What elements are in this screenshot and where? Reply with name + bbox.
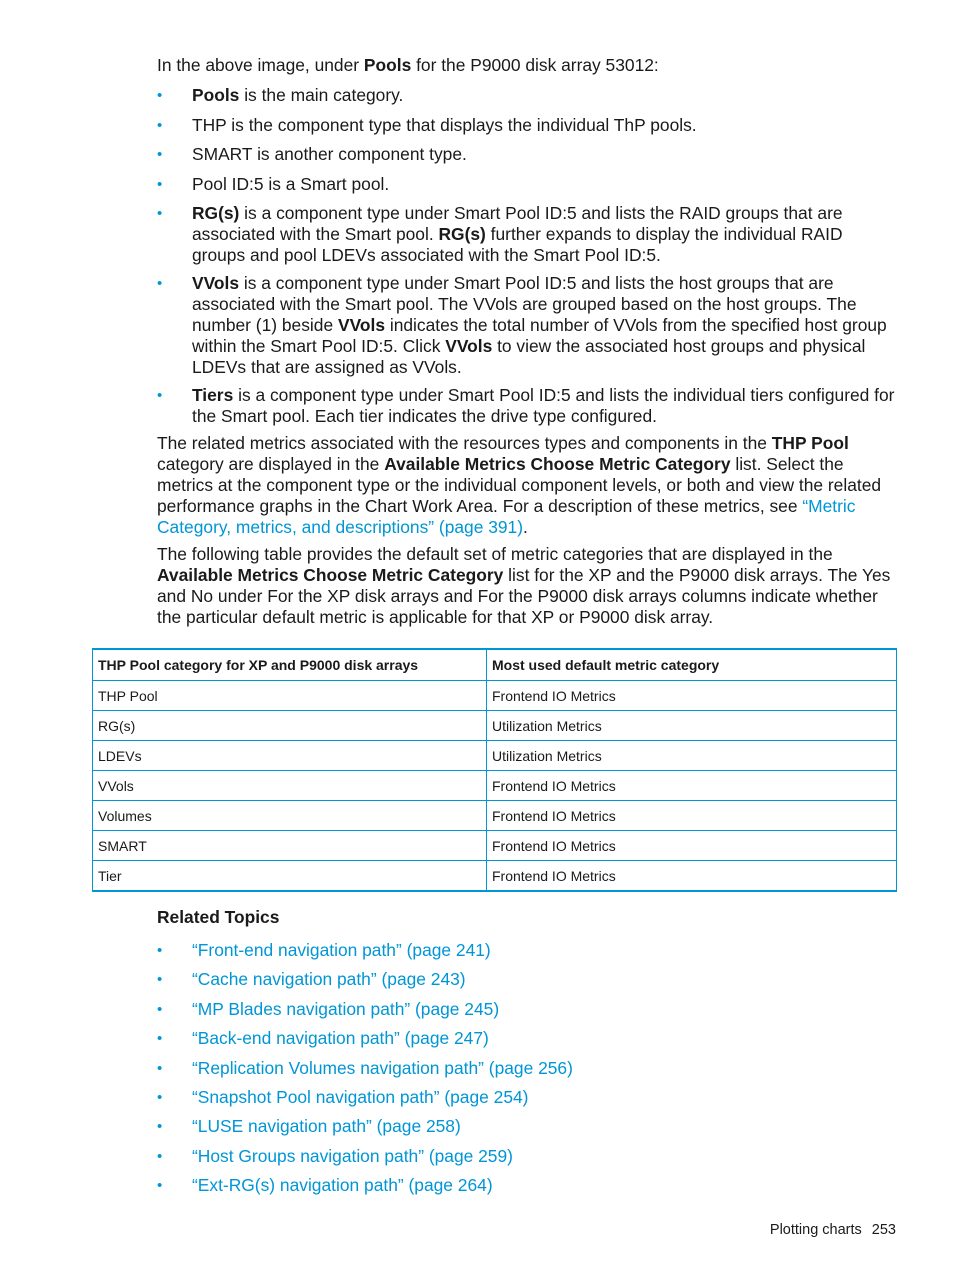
bullet-icon: • <box>157 1177 163 1194</box>
bullet-icon: • <box>157 1148 163 1165</box>
related-topic-item <box>157 940 491 961</box>
bullet-icon: • <box>157 1030 163 1047</box>
intro-paragraph <box>157 55 897 76</box>
table-cell: Frontend IO Metrics <box>487 861 897 892</box>
table-cell: SMART <box>93 831 487 861</box>
bullet-icon: • <box>157 971 163 988</box>
related-topic-link[interactable]: “Front-end navigation path” (page 241) <box>192 940 491 960</box>
table-row <box>93 711 897 741</box>
list-item-tiers: • Tiers is a component type under Smart Pool ID:5 and lists the individual tiers configured for the Smart pool. Each tier indicates the drive type configured. <box>157 385 895 426</box>
related-topic-item <box>157 1175 493 1196</box>
related-topic-link[interactable]: “Replication Volumes navigation path” (page 256) <box>192 1058 573 1078</box>
table-header-row <box>93 649 897 681</box>
table-cell: Volumes <box>93 801 487 831</box>
related-topic-item <box>157 1116 461 1137</box>
related-topic-item <box>157 999 499 1020</box>
intro-text-end: for the P9000 disk array 53012: <box>411 55 659 75</box>
related-topic-item <box>157 1087 528 1108</box>
related-metrics-paragraph: The related metrics associated with the resources types and components in the THP Pool category are displayed in the Available Metrics Choose Metric Category list. Select the metrics at the component type or the individual component levels, or both and view the related performance graphs in the Chart Work Area. For a description of these metrics, see “Metric Category, metrics, and descriptions” (page 391). <box>157 433 882 537</box>
list-item: • Pool ID:5 is a Smart pool. <box>157 174 390 194</box>
related-topic-link[interactable]: “MP Blades navigation path” (page 245) <box>192 999 500 1019</box>
table-cell: THP Pool <box>93 681 487 711</box>
footer-section-title: Plotting charts <box>769 1222 862 1238</box>
related-topic-link[interactable]: “LUSE navigation path” (page 258) <box>192 1116 461 1136</box>
bullet-icon: • <box>157 1001 163 1018</box>
related-topic-link[interactable]: “Snapshot Pool navigation path” (page 254) <box>192 1087 529 1107</box>
list-item: • THP is the component type that displays the individual ThP pools. <box>157 115 697 135</box>
bullet-icon: • <box>157 275 163 292</box>
table-row <box>93 771 897 801</box>
related-topic-item <box>157 1058 573 1079</box>
table-row <box>93 861 897 892</box>
bullet-icon: • <box>157 146 163 163</box>
list-item: • Pools is the main category. <box>157 85 404 105</box>
table-cell: Frontend IO Metrics <box>487 681 897 711</box>
table-row <box>93 681 897 711</box>
table-cell: Tier <box>93 861 487 892</box>
metric-category-link[interactable]: “Metric Category, metrics, and descriptions” (page 391) <box>157 496 856 537</box>
related-topic-link[interactable]: “Back-end navigation path” (page 247) <box>192 1028 489 1048</box>
list-item-rg: • RG(s) is a component type under Smart Pool ID:5 and lists the RAID groups that are associated with the Smart pool. RG(s) further expands to display the individual RAID groups and pool LDEVs associated with the Smart Pool ID:5. <box>157 203 843 265</box>
bullet-icon: • <box>157 205 163 222</box>
related-topic-item <box>157 969 466 990</box>
bullet-icon: • <box>157 942 163 959</box>
table-row <box>93 741 897 771</box>
table-cell: Utilization Metrics <box>487 711 897 741</box>
column-header: Most used default metric category <box>487 649 897 681</box>
column-header: THP Pool category for XP and P9000 disk arrays <box>93 649 487 681</box>
table-row <box>93 801 897 831</box>
intro-bold: Pools <box>363 55 412 75</box>
related-topic-link[interactable]: “Ext-RG(s) navigation path” (page 264) <box>192 1175 493 1195</box>
table-row <box>93 831 897 861</box>
bullet-icon: • <box>157 176 163 193</box>
bullet-icon: • <box>157 117 163 134</box>
table-cell: Frontend IO Metrics <box>487 831 897 861</box>
table-intro-paragraph: The following table provides the default set of metric categories that are displayed in the Available Metrics Choose Metric Category list for the XP and the P9000 disk arrays. The Yes and No under For the XP disk arrays and For the P9000 disk arrays columns indicate whether the particular default metric is applicable for that XP or P9000 disk array. <box>157 544 891 627</box>
table-cell: RG(s) <box>93 711 487 741</box>
bullet-icon: • <box>157 1118 163 1135</box>
page-footer <box>760 1222 896 1238</box>
related-topic-link[interactable]: “Cache navigation path” (page 243) <box>192 969 466 989</box>
page-number: 253 <box>871 1222 896 1238</box>
table-cell: VVols <box>93 771 487 801</box>
intro-text: In the above image, under <box>157 55 364 75</box>
table-cell: LDEVs <box>93 741 487 771</box>
related-topic-link[interactable]: “Host Groups navigation path” (page 259) <box>192 1146 513 1166</box>
bullet-icon: • <box>157 1089 163 1106</box>
table-cell: Frontend IO Metrics <box>487 801 897 831</box>
related-topic-item <box>157 1146 513 1167</box>
bullet-icon: • <box>157 1060 163 1077</box>
table-cell: Frontend IO Metrics <box>487 771 897 801</box>
list-item: • SMART is another component type. <box>157 144 467 164</box>
bullet-icon: • <box>157 387 163 404</box>
table-cell: Utilization Metrics <box>487 741 897 771</box>
bullet-icon: • <box>157 87 163 104</box>
related-topics-heading: Related Topics <box>157 907 280 927</box>
list-item-vvols: • VVols is a component type under Smart Pool ID:5 and lists the host groups that are associated with the Smart pool. The VVols are grouped based on the host groups. The number (1) beside VVols indicates the total number of VVols from the specified host group within the Smart Pool ID:5. Click VVols to view the associated host groups and physical LDEVs that are assigned as VVols. <box>157 273 887 377</box>
related-topic-item <box>157 1028 489 1049</box>
metric-category-table <box>92 648 897 892</box>
